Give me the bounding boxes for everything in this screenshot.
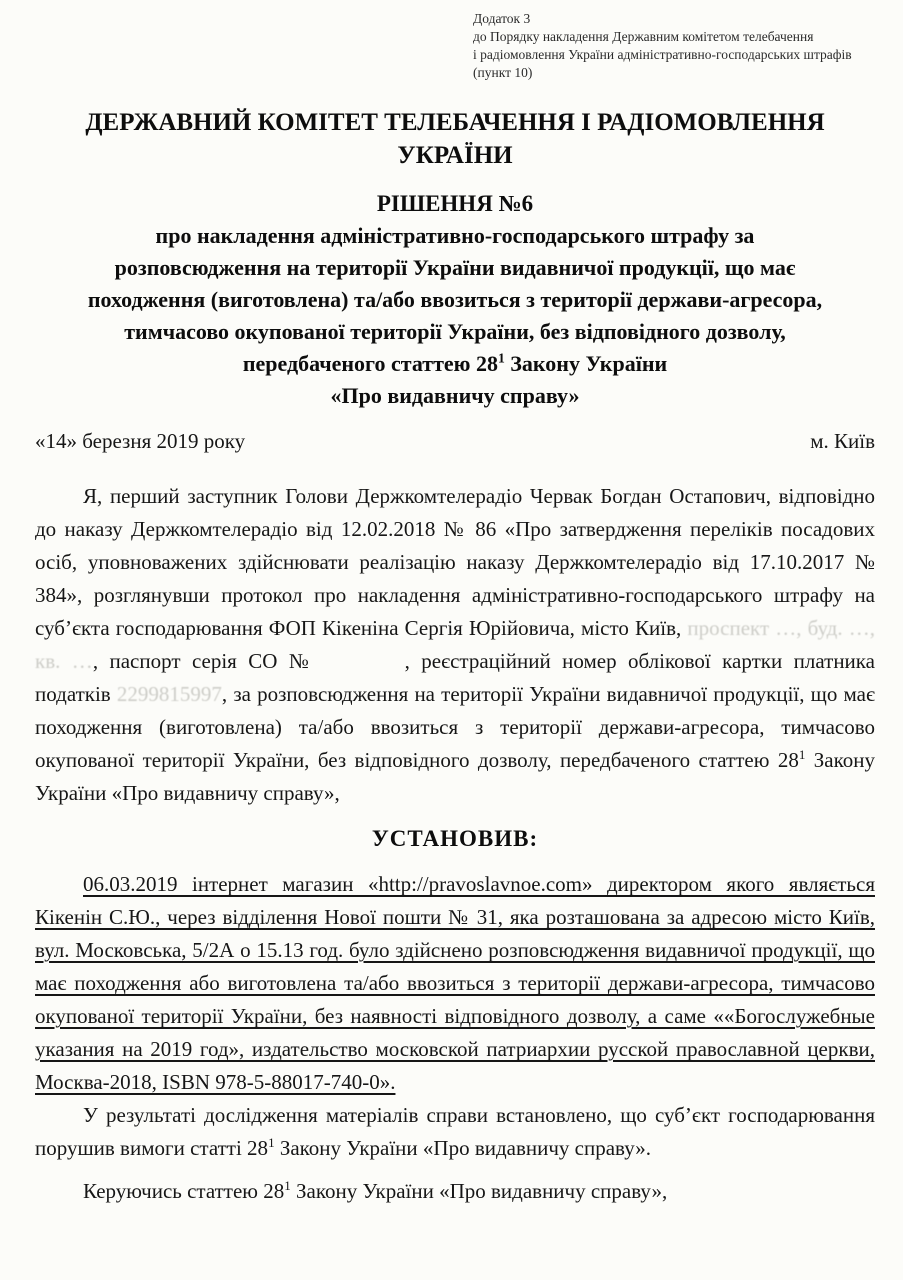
preamble-text: , паспорт серія СО № xyxy=(92,649,327,673)
redacted-tax-number: 2299815997 xyxy=(116,682,222,706)
decision-city: м. Київ xyxy=(810,429,875,453)
preamble-text: Закону України «Про видавничу справу», xyxy=(35,748,875,805)
preamble-text: , реєстраційний номер облікової картки платника податків xyxy=(35,649,875,706)
article-superscript: 1 xyxy=(798,747,806,762)
conclusion-text: У результаті дослідження матеріалів справи встановлено, що суб’єкт господарювання порушив вимоги статті 28 xyxy=(35,1103,875,1160)
annex-line: до Порядку накладення Державним комітетом телебачення xyxy=(473,29,814,44)
annex-line: і радіомовлення України адміністративно-господарських штрафів xyxy=(473,47,852,62)
article-superscript: 1 xyxy=(284,1178,291,1193)
redacted-address: проспект …, буд. …, кв. … xyxy=(35,616,875,673)
decision-subject-line: походження (виготовлена) та/або ввозиться з території держави-агресора, xyxy=(87,287,823,312)
resolved-heading: УСТАНОВИВ: xyxy=(371,826,539,851)
article-superscript: 1 xyxy=(268,1135,275,1150)
closing-text: Керуючись статтею 28 xyxy=(83,1179,285,1203)
preamble-text: Я, перший заступник Голови Держкомтелерадіо Червак Богдан Остапович, відповідно до наказу Держкомтелерадіо від 12.02.2018 № 86 «Про затвердження переліків посадових осіб, уповноважених здійснювати реалізацію наказу Держкомтелерадіо від 17.10.2017 № 384», розглянувши протокол про накладення адміністративно-господарського штрафу на суб’єкта господарювання ФОП Кікеніна Сергія Юрійовича, місто Київ, xyxy=(35,484,875,640)
article-ref-text: Закону України xyxy=(504,351,668,376)
decision-subject-line: тимчасово окупованої території України, без відповідного дозволу, xyxy=(124,319,786,344)
decision-number: РІШЕННЯ №6 xyxy=(376,191,534,216)
committee-title-line1: ДЕРЖАВНИЙ КОМІТЕТ ТЕЛЕБАЧЕННЯ І РАДІОМОВЛЕННЯ xyxy=(85,109,825,136)
decision-date: «14» березня 2019 року xyxy=(35,429,246,453)
decision-heading xyxy=(35,188,875,412)
preamble-paragraph xyxy=(35,480,875,810)
committee-title-line2: УКРАЇНИ xyxy=(397,142,513,169)
closing-text: Закону України «Про видавничу справу», xyxy=(290,1179,668,1203)
preamble-text: , за розповсюдження на території України видавничої продукції, що має походження (виготовлена) та/або ввозиться з території держави-агресора, тимчасово окупованої території України, без відповідного дозволу, передбаченого статтею 28 xyxy=(35,682,875,772)
decision-subject-line: розповсюдження на території України видавничої продукції, що має xyxy=(114,255,796,280)
annex-line: (пункт 10) xyxy=(473,65,533,80)
conclusion-text: Закону України «Про видавничу справу». xyxy=(274,1136,652,1160)
article-ref-text: передбаченого статтею 28 xyxy=(242,351,498,376)
closing-paragraph xyxy=(35,1175,875,1208)
date-place-row xyxy=(35,426,875,456)
article-superscript: 1 xyxy=(497,350,505,366)
decision-subject-line: про накладення адміністративно-господарського штрафу за xyxy=(155,223,755,248)
annex-annotation xyxy=(473,10,875,82)
conclusion-paragraph xyxy=(35,1099,875,1165)
committee-title xyxy=(35,106,875,172)
facts-paragraph-underlined: 06.03.2019 інтернет магазин «http://pravoslavnoe.com» директором якого являється Кікенін С.Ю., через відділення Нової пошти № 31, яка розташована за адресою місто Київ, вул. Московська, 5/2А о 15.13 год. було здійснено розповсюдження видавничої продукції, що має походження або виготовлена та/або ввозиться з території держави-агресора, тимчасово окупованої території України, без наявності відповідного дозволу, а саме ««Богослужебные указания на 2019 год», издательство московской патриархии русской православной церкви, Москва-2018, ISBN 978-5-88017-740-0». xyxy=(35,872,875,1094)
decision-law-name-line: «Про видавничу справу» xyxy=(330,383,580,408)
annex-line: Додаток 3 xyxy=(473,11,531,26)
decision-article-line xyxy=(35,348,875,380)
